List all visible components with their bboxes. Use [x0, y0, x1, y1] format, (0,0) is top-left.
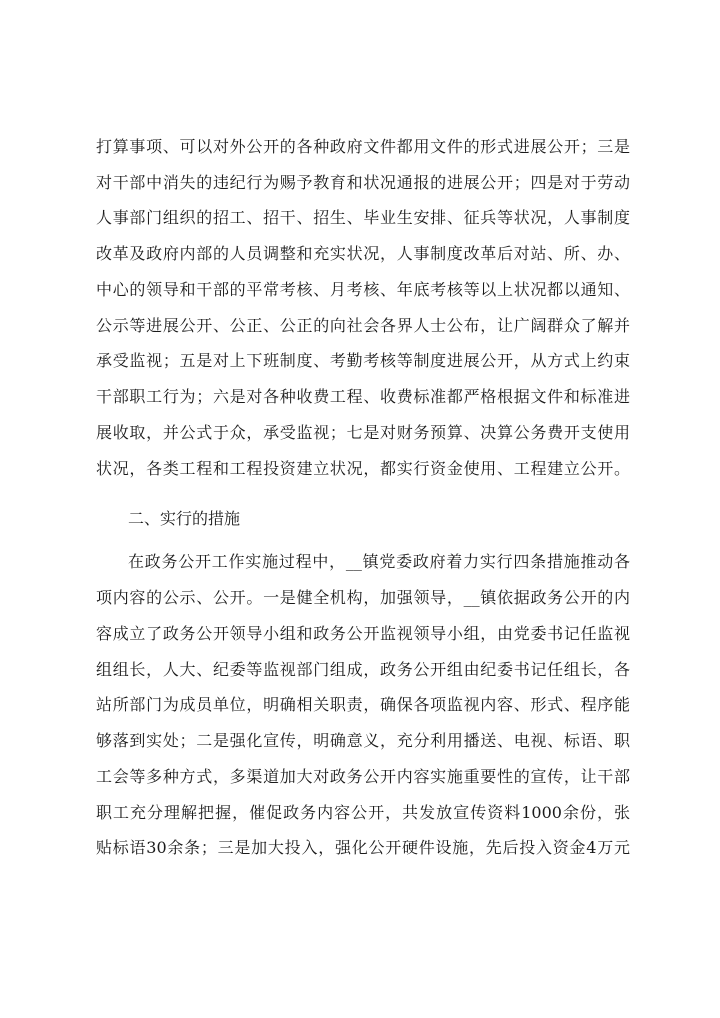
section-heading: 二、实行的措施 — [128, 509, 241, 528]
paragraph-line: 打算事项、可以对外公开的各种政府文件都用文件的形式进展公开；三是 — [96, 137, 630, 156]
paragraph-line: 改革及政府内部的人员调整和充实状况，人事制度改革后对站、所、办、 — [96, 244, 630, 263]
paragraph-line: 状况，各类工程和工程投资建立状况，都实行资金使用、工程建立公开。 — [96, 459, 630, 478]
paragraph-line: 中心的领导和干部的平常考核、月考核、年底考核等以上状况都以通知、 — [96, 280, 630, 299]
paragraph-line: 对干部中消失的违纪行为赐予教育和状况通报的进展公开；四是对于劳动 — [96, 173, 630, 192]
paragraph-line: 够落到实处；二是强化宣传，明确意义，充分利用播送、电视、标语、职 — [96, 731, 630, 750]
paragraph-line: 干部职工行为；六是对各种收费工程、收费标准都严格根据文件和标准进 — [96, 387, 630, 406]
paragraph-line: 容成立了政务公开领导小组和政务公开监视领导小组，由党委书记任监视 — [96, 624, 630, 643]
paragraph-line: 站所部门为成员单位，明确相关职责，确保各项监视内容、形式、程序能 — [96, 695, 630, 714]
paragraph-line: 贴标语30余条；三是加大投入，强化公开硬件设施，先后投入资金4万元 — [96, 838, 630, 857]
paragraph-line: 工会等多种方式，多渠道加大对政务公开内容实施重要性的宣传，让干部 — [96, 767, 630, 786]
paragraph-line: 人事部门组织的招工、招干、招生、毕业生安排、征兵等状况，人事制度 — [96, 208, 630, 227]
paragraph-line: 项内容的公示、公开。一是健全机构，加强领导，__镇依据政务公开的内 — [96, 588, 630, 607]
paragraph-line: 承受监视；五是对上下班制度、考勤考核等制度进展公开，从方式上约束 — [96, 351, 630, 370]
paragraph-line: 展收取，并公式于众，承受监视；七是对财务预算、决算公务费开支使用 — [96, 423, 630, 442]
paragraph-line: 在政务公开工作实施过程中，__镇党委政府着力实行四条措施推动各 — [128, 552, 630, 571]
paragraph-line: 组组长，人大、纪委等监视部门组成，政务公开组由纪委书记任组长，各 — [96, 660, 630, 679]
paragraph-line: 职工充分理解把握，催促政务内容公开，共发放宣传资料1000余份，张 — [96, 803, 630, 822]
paragraph-line: 公示等进展公开、公正、公正的向社会各界人士公布，让广阔群众了解并 — [96, 316, 630, 335]
